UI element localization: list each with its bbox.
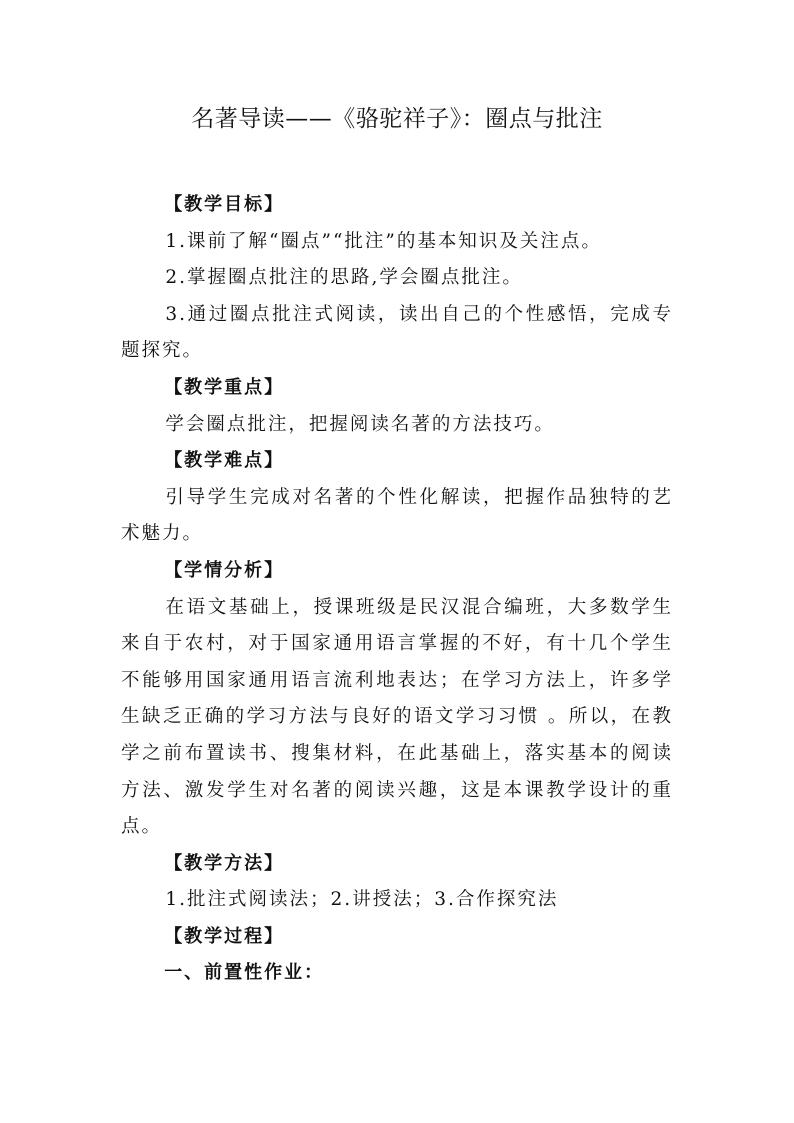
analysis-text: 在语文基础上，授课班级是民汉混合编班，大多数学生来自于农村，对于国家通用语言掌握的不好，有十几个学生不能够用国家通用语言流利地表达；在学习方法上，许多学生缺乏正确的学习方法与良好的语文学习习惯 。所以，在教学之前布置读书、搜集材料，在此基础上，落实基本的阅读方法、激发学生对名著的阅读兴趣，这是本课教学设计的重点。 — [121, 596, 673, 838]
methods-text: 1.批注式阅读法；2.讲授法；3.合作探究法 — [165, 889, 559, 911]
key-points-text: 学会圈点批注，把握阅读名著的方法技巧。 — [165, 413, 555, 435]
section-heading-goals: 【教学目标】 — [164, 194, 285, 215]
goal-item-1: 1.课前了解“圈点”“批注”的基本知识及关注点。 — [165, 230, 602, 252]
document-title: 名著导读——《骆驼祥子》：圈点与批注 — [191, 106, 603, 132]
section-heading-analysis: 【学情分析】 — [164, 559, 285, 581]
goal-item-2: 2.掌握圈点批注的思路,学会圈点批注。 — [165, 267, 523, 289]
section-heading-key-points: 【教学重点】 — [164, 376, 285, 398]
difficulties-text: 引导学生完成对名著的个性化解读，把握作品独特的艺术魅力。 — [121, 486, 673, 545]
section-heading-difficulties: 【教学难点】 — [164, 450, 285, 472]
section-heading-methods: 【教学方法】 — [164, 852, 285, 874]
process-sub-heading: 一、前置性作业： — [164, 962, 325, 984]
section-heading-process: 【教学过程】 — [164, 925, 285, 947]
document-body — [121, 187, 673, 992]
goal-item-3: 3.通过圈点批注式阅读，读出自己的个性感悟，完成专题探究。 — [121, 303, 673, 362]
